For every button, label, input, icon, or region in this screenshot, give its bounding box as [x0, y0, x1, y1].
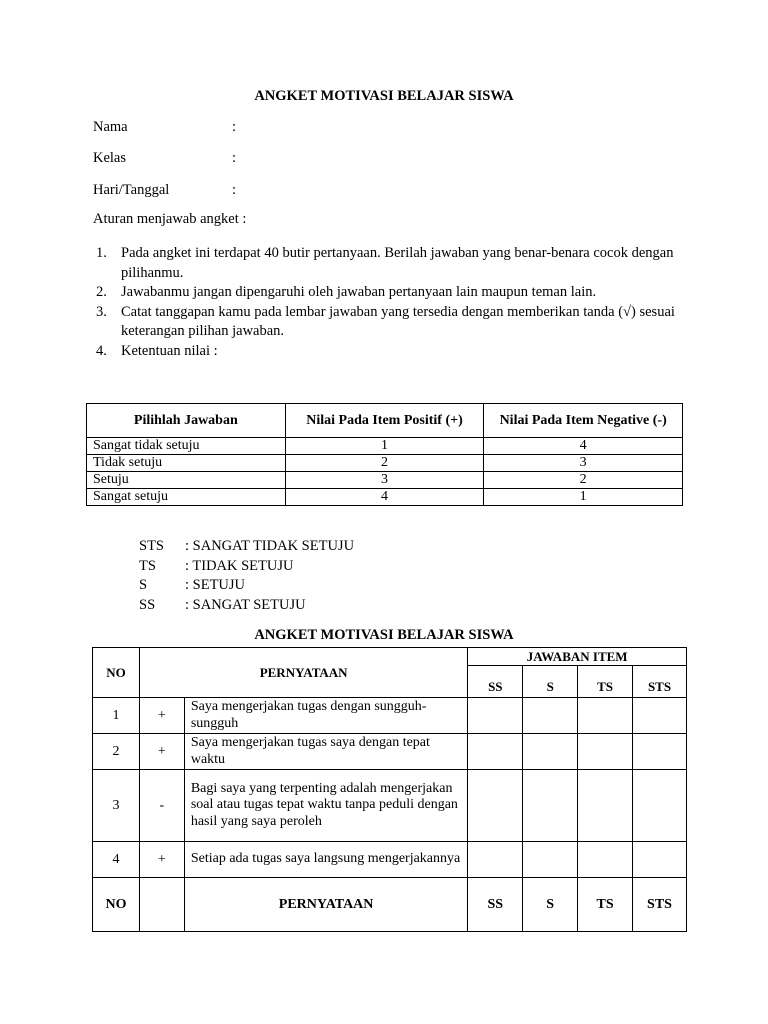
choice-label: Tidak setuju [87, 455, 286, 472]
item-statement: Setiap ada tugas saya langsung mengerjakannya [184, 842, 468, 878]
rule-text: Jawabanmu jangan dipengaruhi oleh jawaban pertanyaan lain maupun teman lain. [121, 284, 597, 300]
item-number: 4 [93, 842, 140, 878]
item-number: 2 [93, 734, 140, 770]
answer-ts-cell[interactable] [578, 734, 633, 770]
choice-label: Sangat tidak setuju [87, 438, 286, 455]
footer-ss: SS [468, 878, 523, 932]
negative-value: 1 [484, 489, 683, 506]
item-number: 1 [93, 698, 140, 734]
header-choice: Pilihlah Jawaban [87, 404, 286, 438]
negative-value: 2 [484, 472, 683, 489]
item-statement: Bagi saya yang terpenting adalah mengerjakan soal atau tugas tepat waktu tanpa peduli dengan hasil yang saya peroleh [184, 770, 468, 842]
answer-sts-cell[interactable] [633, 698, 687, 734]
item-statement: Saya mengerjakan tugas dengan sungguh-sungguh [184, 698, 468, 734]
rule-text: Catat tanggapan kamu pada lembar jawaban yang tersedia dengan memberikan tanda (√) sesuai keterangan pilihan jawaban. [121, 303, 675, 339]
legend-desc: : SETUJU [185, 577, 246, 593]
header-no: NO [93, 648, 140, 698]
negative-value: 3 [484, 455, 683, 472]
item-sign: + [139, 698, 184, 734]
survey-footer-row [93, 878, 687, 932]
header-answer-group: JAWABAN ITEM [468, 648, 687, 666]
class-colon: : [232, 150, 237, 166]
answer-sts-cell[interactable] [633, 842, 687, 878]
answer-s-cell[interactable] [523, 734, 578, 770]
rules-heading: Aturan menjawab angket : [93, 211, 247, 227]
positive-value: 3 [285, 472, 484, 489]
answer-ss-cell[interactable] [468, 698, 523, 734]
answer-ts-cell[interactable] [578, 698, 633, 734]
header-ts: TS [578, 666, 633, 698]
footer-statement: PERNYATAAN [184, 878, 468, 932]
header-sts: STS [633, 666, 687, 698]
footer-ts: TS [578, 878, 633, 932]
rule-number: 1. [96, 245, 107, 261]
answer-sts-cell[interactable] [633, 770, 687, 842]
answer-s-cell[interactable] [523, 698, 578, 734]
positive-value: 1 [285, 438, 484, 455]
answer-ss-cell[interactable] [468, 770, 523, 842]
table-row [93, 734, 687, 770]
name-label: Nama [93, 119, 128, 135]
header-positive: Nilai Pada Item Positif (+) [285, 404, 484, 438]
date-label: Hari/Tanggal [93, 182, 170, 198]
legend-abbr: STS [139, 538, 164, 554]
legend-abbr: S [139, 577, 148, 593]
footer-blank [139, 878, 184, 932]
header-s: S [523, 666, 578, 698]
rule-text: Ketentuan nilai : [121, 342, 218, 359]
page-title: ANGKET MOTIVASI BELAJAR SISWA [254, 88, 514, 104]
score-table-header [87, 404, 683, 438]
legend-abbr: TS [139, 557, 156, 574]
positive-value: 4 [285, 489, 484, 506]
survey-table [92, 647, 687, 932]
rule-item [96, 342, 681, 362]
legend-desc: : SANGAT SETUJU [185, 596, 306, 613]
header-negative: Nilai Pada Item Negative (-) [484, 404, 683, 438]
class-label: Kelas [93, 150, 127, 166]
rule-text: Pada angket ini terdapat 40 butir pertanyaan. Berilah jawaban yang benar-benara cocok dengan pilihanmu. [121, 245, 674, 281]
item-sign: + [139, 734, 184, 770]
negative-value: 4 [484, 438, 683, 455]
answer-ts-cell[interactable] [578, 842, 633, 878]
answer-s-cell[interactable] [523, 842, 578, 878]
rule-item [96, 283, 681, 303]
answer-ss-cell[interactable] [468, 734, 523, 770]
footer-no: NO [93, 878, 140, 932]
table-row [87, 472, 683, 489]
table-row [93, 770, 687, 842]
legend-desc: : SANGAT TIDAK SETUJU [185, 538, 355, 554]
table-row [87, 455, 683, 472]
answer-s-cell[interactable] [523, 770, 578, 842]
score-table [86, 403, 683, 506]
table-row [87, 489, 683, 506]
survey-header-row [93, 648, 687, 666]
rule-number: 4. [96, 342, 107, 359]
answer-sts-cell[interactable] [633, 734, 687, 770]
item-sign: - [139, 770, 184, 842]
footer-sts: STS [633, 878, 687, 932]
footer-s: S [523, 878, 578, 932]
rules-list [96, 244, 681, 361]
name-colon: : [232, 119, 237, 135]
positive-value: 2 [285, 455, 484, 472]
rule-number: 3. [96, 303, 107, 320]
table-row [87, 438, 683, 455]
rule-item [96, 244, 681, 283]
item-sign: + [139, 842, 184, 878]
answer-ss-cell[interactable] [468, 842, 523, 878]
table-row [93, 698, 687, 734]
answer-ts-cell[interactable] [578, 770, 633, 842]
item-statement: Saya mengerjakan tugas saya dengan tepat waktu [184, 734, 468, 770]
choice-label: Sangat setuju [87, 489, 286, 506]
header-ss: SS [468, 666, 523, 698]
choice-label: Setuju [87, 472, 286, 489]
rule-number: 2. [96, 284, 107, 300]
legend-desc: : TIDAK SETUJU [185, 557, 294, 574]
date-colon: : [232, 182, 237, 198]
rule-item [96, 303, 681, 342]
table-row [93, 842, 687, 878]
legend-abbr: SS [139, 596, 156, 613]
header-statement: PERNYATAAN [139, 648, 467, 698]
survey-title: ANGKET MOTIVASI BELAJAR SISWA [254, 627, 514, 643]
item-number: 3 [93, 770, 140, 842]
